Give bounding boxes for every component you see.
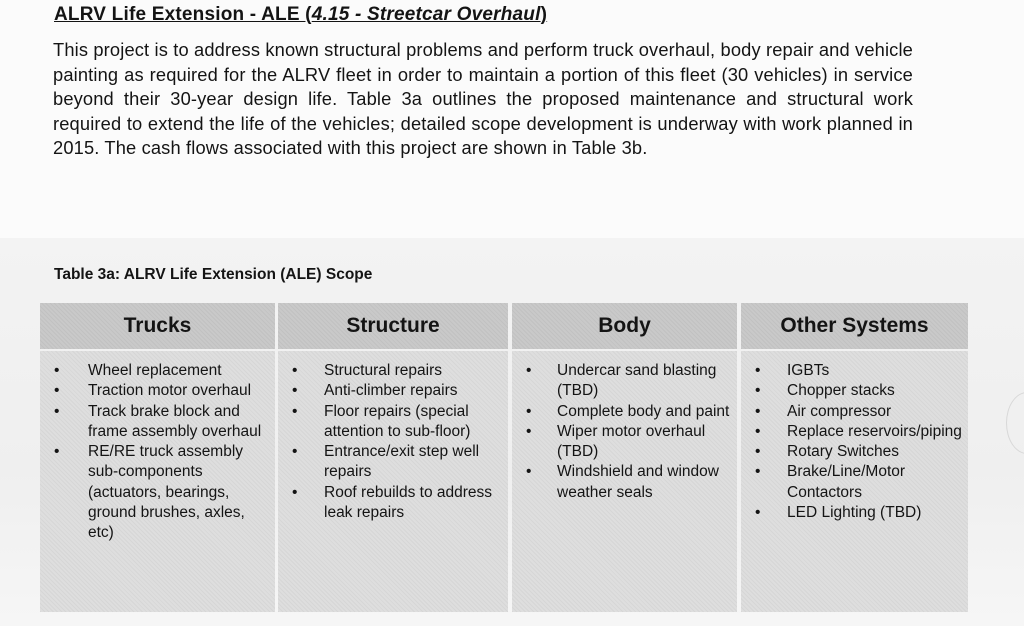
list-item-text: Brake/Line/Motor Contactors [787, 463, 906, 501]
list-item [741, 381, 968, 401]
list-item-text: Undercar sand blasting (TBD) [557, 362, 717, 400]
bullet-icon: • [526, 422, 532, 440]
list-item [741, 442, 968, 462]
list-item-text: Traction motor overhaul [88, 382, 252, 400]
list-item [741, 462, 968, 503]
bullet-icon: • [755, 504, 761, 522]
list-item-text: LED Lighting (TBD) [787, 504, 922, 522]
list-item-text: Replace reservoirs/piping [787, 422, 962, 440]
list-item-text: Air compressor [787, 402, 892, 420]
bullet-icon: • [755, 422, 761, 440]
list-item-text: Entrance/exit step well repairs [324, 443, 480, 481]
column-body-body [512, 351, 737, 612]
bullet-icon: • [292, 402, 298, 420]
column-body-trucks [40, 351, 275, 612]
list-item-text: RE/RE truck assembly sub-components (actuators, bearings, ground brushes, axles, etc) [88, 443, 245, 542]
list-item [512, 361, 737, 402]
column-body-other-systems [741, 351, 968, 612]
list-item [278, 361, 508, 381]
bullet-icon: • [526, 463, 532, 481]
bullet-icon: • [755, 463, 761, 481]
heading-close: ) [540, 4, 548, 25]
bullet-icon: • [292, 483, 298, 501]
list-item-text: Roof rebuilds to address leak repairs [324, 483, 493, 522]
bullet-icon: • [292, 382, 298, 400]
list-item [278, 381, 508, 401]
column-header-structure: Structure [278, 303, 508, 349]
list-item [741, 422, 968, 442]
bullet-icon: • [526, 362, 532, 379]
list-item-text: Structural repairs [324, 362, 443, 379]
list-item-text: Wheel replacement [88, 362, 222, 379]
project-description: This project is to address known structural problems and perform truck overhaul, body repair and vehicle painting as required for the ALRV fleet in order to maintain a portion of this fleet (30 vehicles) in service beyond their 30-year design life. Table 3a outlines the proposed maintenance and structural work required to extend the life of the vehicles; detailed scope development is underway with work planned in 2015. The cash flows associated with this project are shown in Table 3b. [53, 39, 913, 158]
bullet-icon: • [54, 382, 60, 400]
list-item [512, 402, 737, 422]
bullet-icon: • [54, 402, 60, 420]
bullet-icon: • [54, 443, 60, 461]
list-item [278, 442, 508, 483]
list-item [40, 442, 275, 543]
column-header-other-systems: Other Systems [741, 303, 968, 349]
list-item-text: Track brake block and frame assembly overhaul [88, 402, 262, 440]
list-item [512, 422, 737, 463]
column-body-structure [278, 351, 508, 612]
list-item [741, 503, 968, 523]
list-item [40, 361, 275, 381]
list-item-text: Windshield and window weather seals [557, 463, 719, 501]
list-item [40, 381, 275, 401]
other-systems-list [741, 351, 968, 523]
section-heading [54, 4, 547, 26]
bullet-icon: • [755, 362, 761, 379]
bullet-icon: • [755, 402, 761, 420]
list-item [741, 402, 968, 422]
heading-italic: 4.15 - Streetcar Overhaul [311, 4, 541, 25]
bullet-icon: • [755, 382, 761, 400]
list-item-text: Wiper motor overhaul (TBD) [557, 422, 706, 461]
bullet-icon: • [292, 362, 298, 379]
bullet-icon: • [526, 402, 532, 420]
bullet-icon: • [54, 362, 60, 379]
list-item [278, 402, 508, 443]
list-item-text: Complete body and paint [557, 402, 730, 420]
column-header-trucks: Trucks [40, 303, 275, 349]
list-item [512, 462, 737, 503]
table-caption: Table 3a: ALRV Life Extension (ALE) Scope [54, 266, 373, 283]
list-item [741, 361, 968, 381]
structure-list [278, 351, 508, 523]
heading-main: ALRV Life Extension - ALE ( [54, 4, 312, 25]
list-item-text: Anti-climber repairs [324, 382, 458, 400]
list-item [278, 483, 508, 524]
body-list [512, 351, 737, 503]
bullet-icon: • [292, 443, 298, 461]
list-item-text: Rotary Switches [787, 443, 899, 461]
list-item-text: IGBTs [787, 362, 830, 379]
list-item-text: Chopper stacks [787, 382, 895, 400]
column-header-body: Body [512, 303, 737, 349]
trucks-list [40, 351, 275, 544]
list-item-text: Floor repairs (special attention to sub-floor) [324, 402, 471, 440]
bullet-icon: • [755, 443, 761, 461]
list-item [40, 402, 275, 443]
